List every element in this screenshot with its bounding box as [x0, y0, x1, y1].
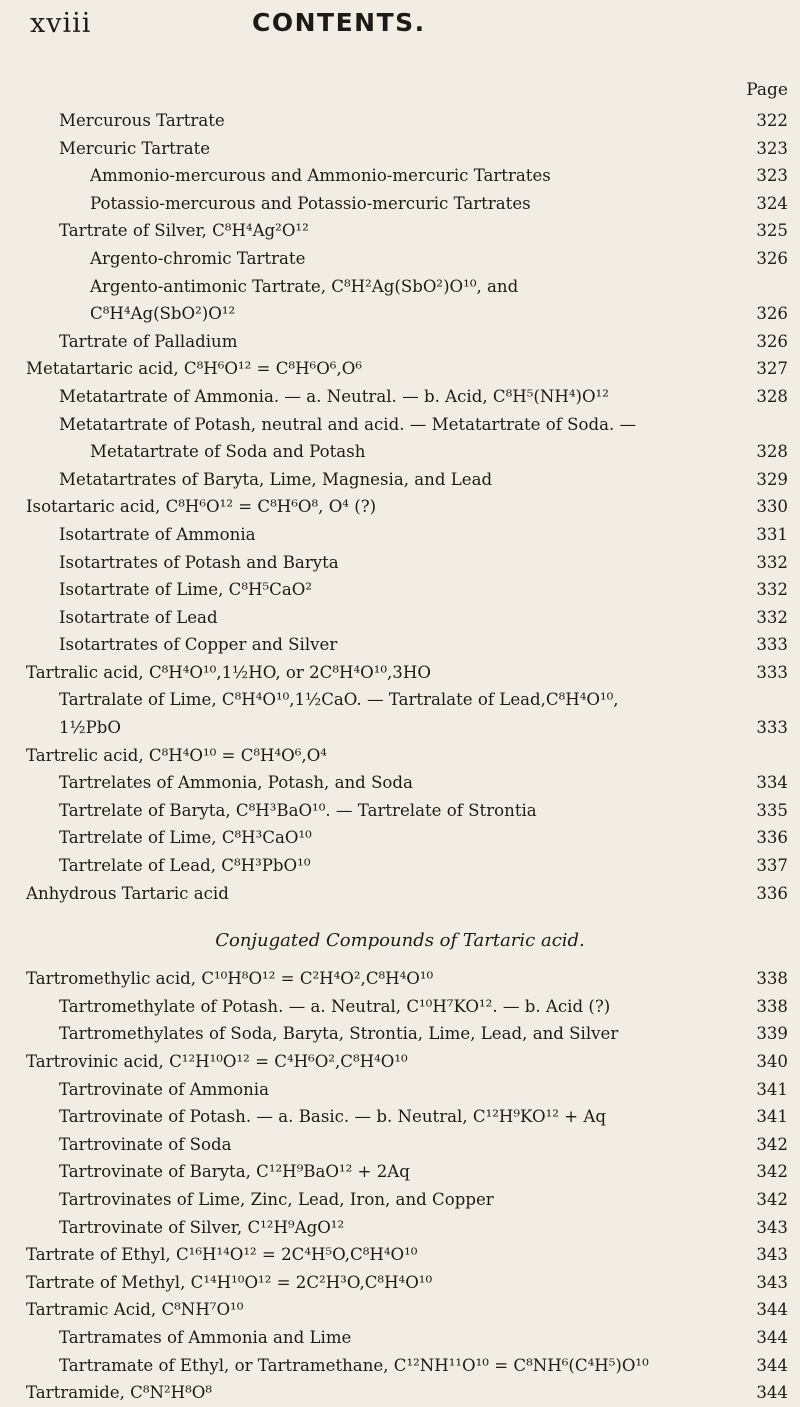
contents-entry	[0, 797, 800, 825]
entry-page: 336	[756, 883, 788, 903]
entry-page: 325	[756, 221, 788, 241]
entry-title: Tartromethylic acid, C¹⁰H⁸O¹² = C²H⁴O²,C⁸H⁴O¹⁰	[26, 969, 434, 989]
entry-title: Tartrelate of Lead, C⁸H³PbO¹⁰	[59, 856, 311, 876]
contents-list-part-1	[0, 107, 800, 907]
contents-entry	[0, 714, 800, 742]
entry-title: Tartrate of Methyl, C¹⁴H¹⁰O¹² = 2C²H³O,C⁸H⁴O¹⁰	[26, 1272, 433, 1292]
contents-entry	[0, 107, 800, 135]
entry-page: 327	[756, 359, 788, 379]
entry-page: 326	[756, 304, 788, 324]
contents-list-part-2	[0, 965, 800, 1407]
entry-title: Tartramates of Ammonia and Lime	[59, 1327, 352, 1347]
entry-title: Isotartrate of Lead	[59, 607, 218, 627]
entry-title: Argento-chromic Tartrate	[90, 248, 306, 268]
entry-page: 344	[756, 1300, 788, 1320]
entry-title: Tartrelate of Lime, C⁸H³CaO¹⁰	[59, 828, 312, 848]
contents-entry	[0, 1324, 800, 1352]
contents-entry	[0, 576, 800, 604]
entry-title: Tartramate of Ethyl, or Tartramethane, C¹²NH¹¹O¹⁰ = C⁸NH⁶(C⁴H⁵)O¹⁰	[59, 1355, 649, 1375]
entry-title: Tartrelic acid, C⁸H⁴O¹⁰ = C⁸H⁴O⁶,O⁴	[26, 745, 327, 765]
entry-title: Tartrovinate of Silver, C¹²H⁹AgO¹²	[59, 1217, 345, 1237]
entry-page: 341	[756, 1107, 788, 1127]
contents-entry	[0, 549, 800, 577]
entry-title: Tartrovinate of Ammonia	[59, 1079, 269, 1099]
entry-title: Tartralate of Lime, C⁸H⁴O¹⁰,1½CaO. — Tartralate of Lead,C⁸H⁴O¹⁰,	[59, 690, 619, 710]
entry-page: 339	[756, 1024, 788, 1044]
entry-title: Tartralic acid, C⁸H⁴O¹⁰,1½HO, or 2C⁸H⁴O¹⁰,3HO	[26, 662, 431, 682]
entry-page: 344	[756, 1383, 788, 1403]
entry-title: Isotartrates of Potash and Baryta	[59, 552, 339, 572]
entry-page: 338	[756, 969, 788, 989]
entry-page: 332	[756, 607, 788, 627]
contents-entry	[0, 273, 800, 301]
entry-title: Isotartrates of Copper and Silver	[59, 635, 338, 655]
contents-entry	[0, 1379, 800, 1407]
entry-page: 341	[756, 1079, 788, 1099]
entry-title: Metatartrate of Soda and Potash	[90, 442, 366, 462]
entry-title: Isotartaric acid, C⁸H⁶O¹² = C⁸H⁶O⁸, O⁴ (?)	[26, 497, 377, 517]
contents-entry	[0, 1269, 800, 1297]
entry-title: Tartrovinic acid, C¹²H¹⁰O¹² = C⁴H⁶O²,C⁸H⁴O¹⁰	[26, 1052, 408, 1071]
entry-page: 328	[756, 442, 788, 462]
entry-page: 326	[756, 331, 788, 351]
contents-entry	[0, 355, 800, 383]
entry-title: C⁸H⁴Ag(SbO²)O¹²	[90, 304, 236, 324]
entry-page: 332	[756, 552, 788, 572]
entry-page: 337	[756, 856, 788, 876]
entry-page: 323	[756, 138, 788, 158]
contents-entry	[0, 604, 800, 632]
contents-entry	[0, 438, 800, 466]
page-column-label: Page	[746, 80, 788, 100]
entry-page: 343	[756, 1272, 788, 1292]
contents-entry	[0, 1020, 800, 1048]
entry-title: Tartrovinate of Soda	[59, 1134, 232, 1154]
contents-entry	[0, 965, 800, 993]
contents-entry	[0, 1352, 800, 1380]
entry-title: Tartramide, C⁸N²H⁸O⁸	[26, 1383, 213, 1403]
contents-entry	[0, 521, 800, 549]
entry-title: Mercuric Tartrate	[59, 138, 211, 158]
entry-title: Metatartaric acid, C⁸H⁶O¹² = C⁸H⁶O⁶,O⁶	[26, 359, 362, 379]
entry-title: Anhydrous Tartaric acid	[26, 883, 229, 903]
entry-title: Metatartrates of Baryta, Lime, Magnesia, and Lead	[59, 469, 493, 489]
contents-entry	[0, 1186, 800, 1214]
entry-title: Tartramic Acid, C⁸NH⁷O¹⁰	[26, 1300, 244, 1320]
entry-title: Tartrovinates of Lime, Zinc, Lead, Iron, and Copper	[59, 1189, 494, 1209]
entry-page: 340	[756, 1052, 788, 1071]
entry-title: Tartrate of Silver, C⁸H⁴Ag²O¹²	[59, 221, 309, 241]
entry-page: 334	[756, 773, 788, 793]
contents-entry	[0, 769, 800, 797]
contents-entry	[0, 217, 800, 245]
contents-entry	[0, 659, 800, 687]
entry-page: 336	[756, 828, 788, 848]
entry-page: 328	[756, 386, 788, 406]
contents-entry	[0, 1048, 800, 1076]
contents-entry	[0, 383, 800, 411]
contents-entry	[0, 852, 800, 880]
contents-entry	[0, 880, 800, 908]
contents-entry	[0, 686, 800, 714]
entry-page: 329	[756, 469, 788, 489]
entry-title: Isotartrate of Ammonia	[59, 524, 256, 544]
contents-entry	[0, 135, 800, 163]
entry-page: 335	[756, 800, 788, 820]
entry-page: 343	[756, 1217, 788, 1237]
contents-entry	[0, 1131, 800, 1159]
entry-title: Argento-antimonic Tartrate, C⁸H²Ag(SbO²)O¹⁰, and	[90, 276, 519, 296]
contents-list	[0, 107, 800, 1407]
entry-page: 342	[756, 1189, 788, 1209]
contents-entry	[0, 162, 800, 190]
entry-page: 331	[756, 524, 788, 544]
entry-title: 1½PbO	[59, 718, 122, 738]
contents-entry	[0, 631, 800, 659]
section-heading: Conjugated Compounds of Tartaric acid.	[215, 930, 585, 952]
contents-entry	[0, 824, 800, 852]
entry-page: 330	[756, 497, 788, 517]
entry-page: 323	[756, 166, 788, 186]
entry-title: Tartrovinate of Baryta, C¹²H⁹BaO¹² + 2Aq	[59, 1162, 410, 1182]
entry-title: Tartromethylates of Soda, Baryta, Strontia, Lime, Lead, and Silver	[59, 1024, 619, 1044]
entry-title: Tartrelates of Ammonia, Potash, and Soda	[59, 773, 413, 793]
entry-page: 332	[756, 580, 788, 600]
contents-entry	[0, 1076, 800, 1104]
running-header	[0, 8, 800, 48]
entry-page: 344	[756, 1327, 788, 1347]
page-title: CONTENTS.	[252, 8, 426, 37]
contents-entry	[0, 190, 800, 218]
entry-page: 322	[756, 111, 788, 130]
contents-entry	[0, 742, 800, 770]
entry-title: Metatartrate of Potash, neutral and acid. — Metatartrate of Soda. —	[59, 414, 637, 434]
entry-title: Tartrelate of Baryta, C⁸H³BaO¹⁰. — Tartrelate of Strontia	[59, 800, 537, 820]
contents-entry	[0, 1158, 800, 1186]
entry-title: Tartrovinate of Potash. — a. Basic. — b. Neutral, C¹²H⁹KO¹² + Aq	[59, 1107, 606, 1127]
entry-page: 342	[756, 1134, 788, 1154]
entry-title: Ammonio-mercurous and Ammonio-mercuric Tartrates	[90, 166, 551, 186]
entry-title: Isotartrate of Lime, C⁸H⁵CaO²	[59, 580, 312, 600]
entry-page: 338	[756, 996, 788, 1016]
contents-entry	[0, 300, 800, 328]
contents-entry	[0, 1296, 800, 1324]
page-number: xviii	[30, 8, 92, 39]
entry-title: Potassio-mercurous and Potassio-mercuric Tartrates	[90, 193, 531, 213]
entry-page: 333	[756, 662, 788, 682]
contents-entry	[0, 993, 800, 1021]
entry-page: 333	[756, 635, 788, 655]
entry-title: Mercurous Tartrate	[59, 111, 225, 130]
entry-page: 342	[756, 1162, 788, 1182]
entry-title: Tartrate of Palladium	[59, 331, 238, 351]
entry-title: Metatartrate of Ammonia. — a. Neutral. — b. Acid, C⁸H⁵(NH⁴)O¹²	[59, 386, 609, 406]
contents-entry	[0, 245, 800, 273]
contents-entry	[0, 493, 800, 521]
entry-title: Tartromethylate of Potash. — a. Neutral, C¹⁰H⁷KO¹². — b. Acid (?)	[59, 996, 611, 1016]
entry-page: 344	[756, 1355, 788, 1375]
entry-page: 326	[756, 248, 788, 268]
entry-page: 333	[756, 718, 788, 738]
entry-page: 343	[756, 1245, 788, 1265]
contents-entry	[0, 466, 800, 494]
contents-entry	[0, 1103, 800, 1131]
entry-title: Tartrate of Ethyl, C¹⁶H¹⁴O¹² = 2C⁴H⁵O,C⁸H⁴O¹⁰	[26, 1245, 418, 1265]
contents-entry	[0, 328, 800, 356]
contents-entry	[0, 1241, 800, 1269]
entry-page: 324	[756, 193, 788, 213]
contents-entry	[0, 411, 800, 439]
contents-entry	[0, 1214, 800, 1242]
